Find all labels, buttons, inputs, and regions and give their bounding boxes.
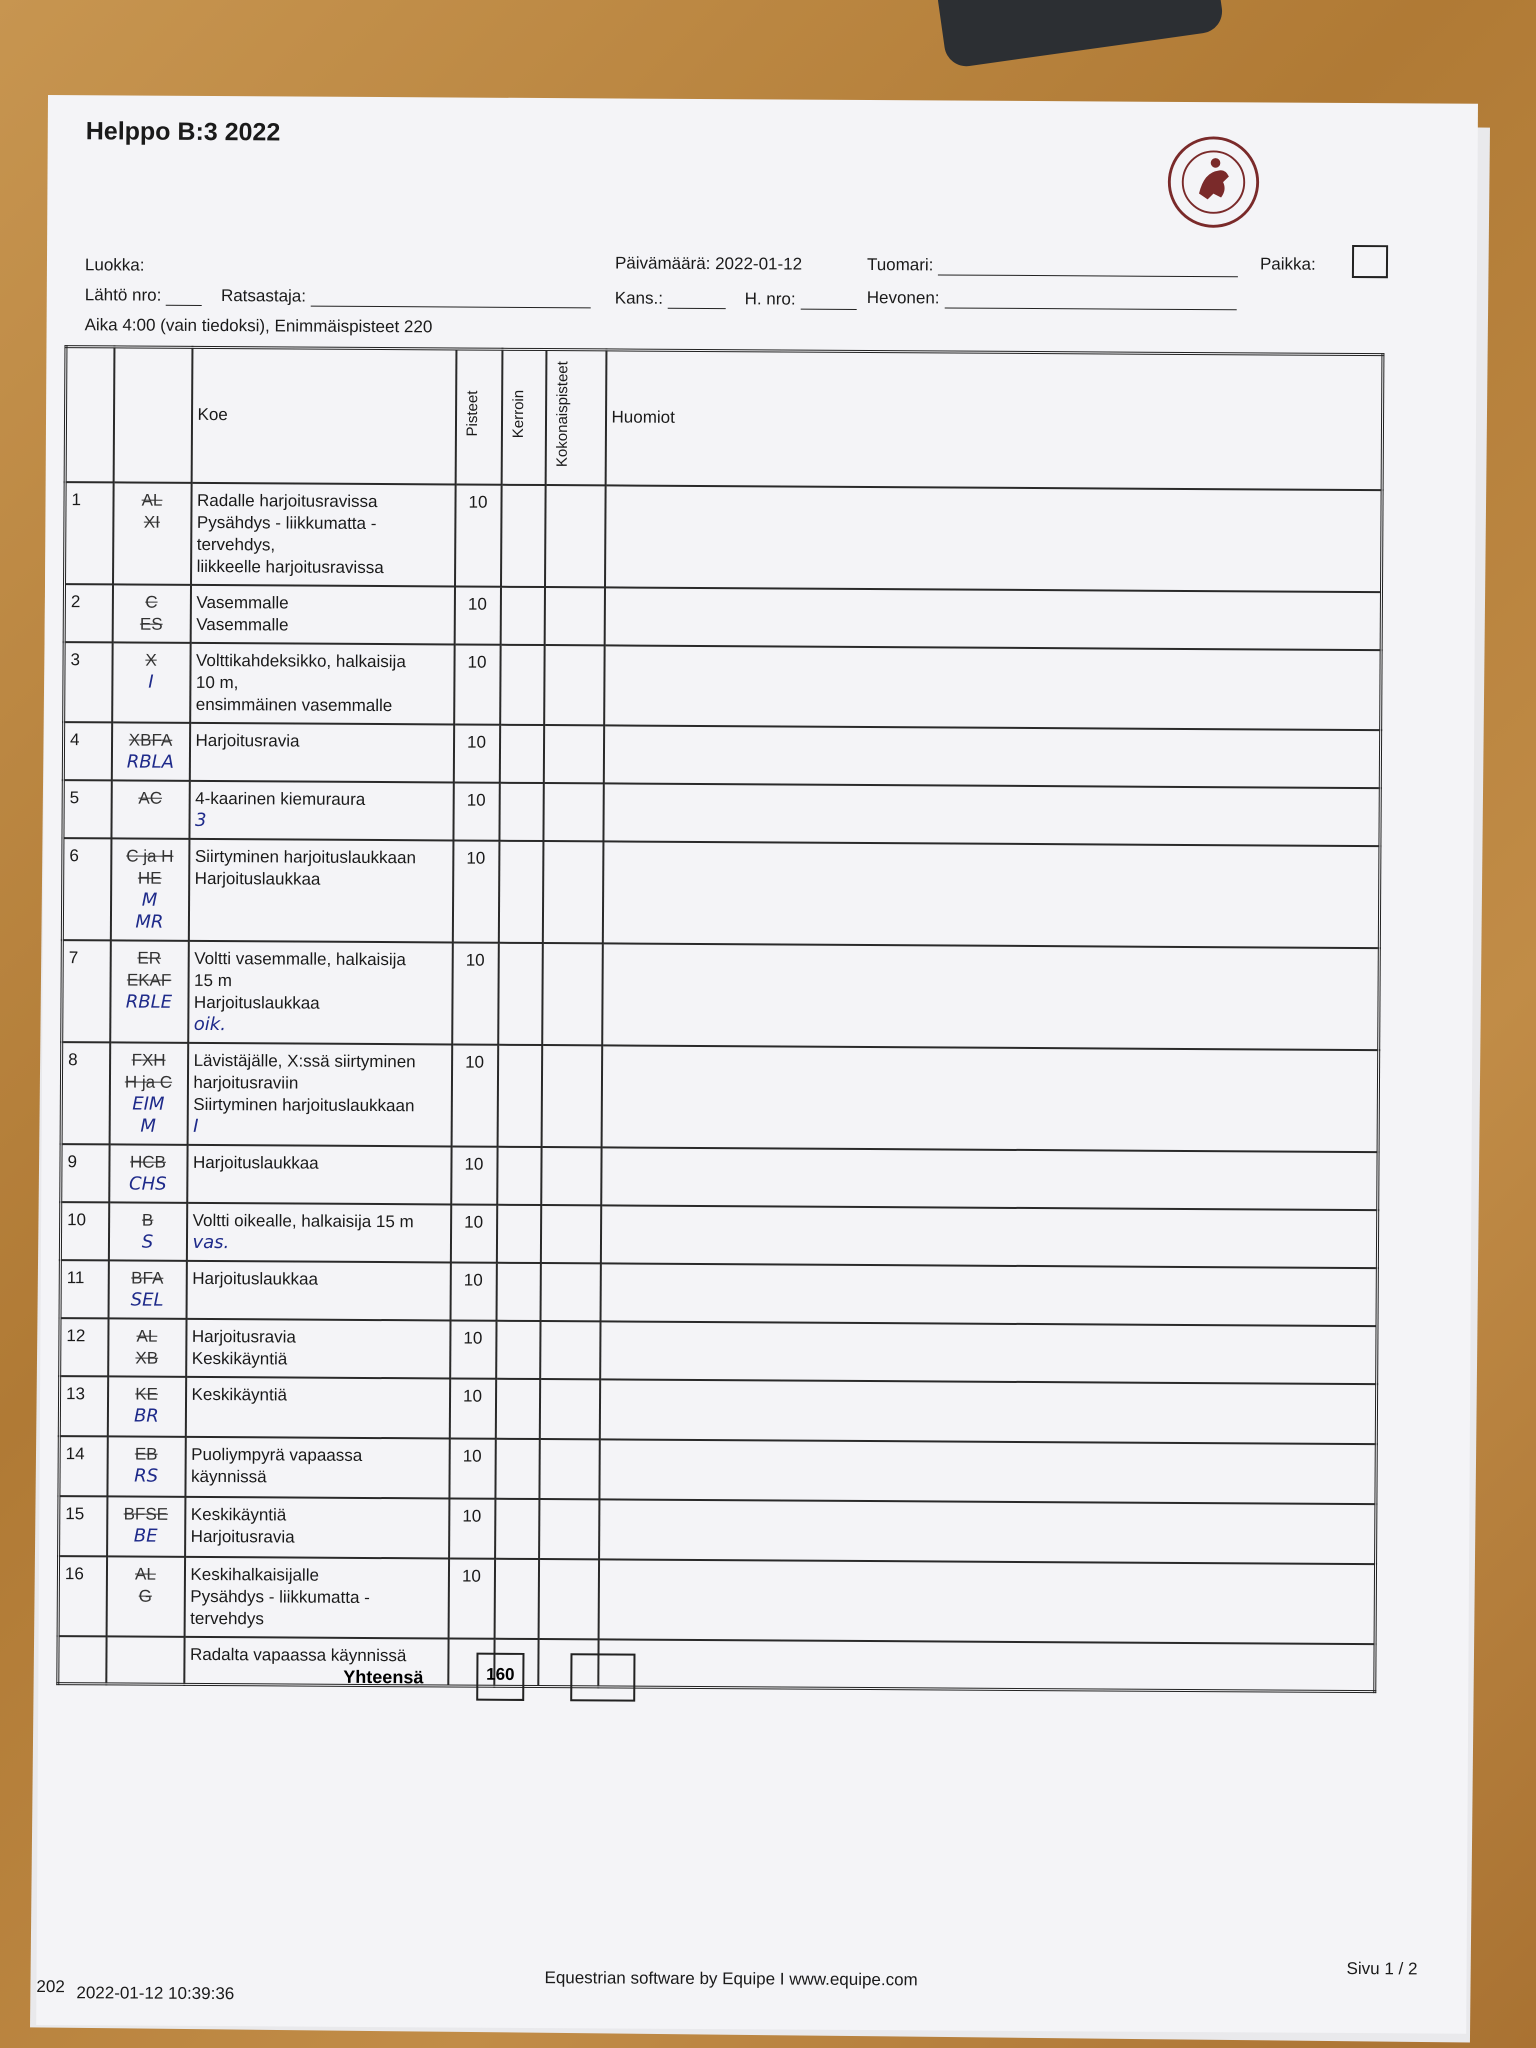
- huomiot-cell[interactable]: [602, 841, 1380, 948]
- row-number: 14: [59, 1436, 107, 1496]
- kokonais-cell[interactable]: [543, 725, 603, 783]
- arena-letters: [110, 940, 189, 1042]
- arena-printed: BFSE: [123, 1503, 169, 1524]
- max-points: 10: [449, 1378, 495, 1438]
- exercise-text: Harjoitusravia Keskikäyntiä: [191, 1326, 296, 1368]
- exercise-description: [191, 482, 456, 586]
- table-header-row: [65, 347, 1383, 490]
- arena-handwritten: EIM M: [132, 1093, 165, 1137]
- max-points: 10: [453, 782, 499, 840]
- arena-handwritten: M MR: [135, 889, 164, 933]
- exercise-text: Harjoituslaukkaa: [192, 1268, 319, 1289]
- huomiot-cell[interactable]: [600, 1263, 1377, 1326]
- arena-letters: [112, 642, 190, 722]
- date-label: Päivämäärä: 2022-01-12: [614, 253, 803, 274]
- col-kerroin-label: Kerroin: [509, 389, 527, 439]
- arena-letters: [113, 482, 192, 584]
- kokonais-cell[interactable]: [539, 1439, 599, 1499]
- lahto-field[interactable]: [166, 290, 202, 306]
- kerroin-cell[interactable]: [500, 644, 544, 724]
- kerroin-cell[interactable]: [496, 1320, 540, 1378]
- arena-letters: [110, 838, 189, 940]
- exercise-description: [189, 780, 453, 840]
- arena-handwritten: I: [148, 671, 154, 693]
- exercise-text: 4-kaarinen kiemuraura: [195, 788, 366, 809]
- max-points: 10: [449, 1498, 495, 1558]
- arena-handwritten: RS: [134, 1465, 159, 1487]
- table-row: [60, 1260, 1377, 1326]
- kerroin-cell[interactable]: [496, 1262, 540, 1320]
- row-number: 9: [61, 1144, 109, 1202]
- max-points: 10: [450, 1320, 496, 1378]
- row-number: 4: [63, 722, 111, 780]
- huomiot-cell[interactable]: [599, 1439, 1376, 1504]
- paikka-box[interactable]: [1352, 245, 1388, 278]
- huomiot-cell[interactable]: [601, 1147, 1378, 1210]
- arena-printed: AL XB: [135, 1326, 159, 1368]
- arena-letters: [111, 780, 189, 838]
- arena-printed: ER EKAF: [126, 948, 172, 990]
- arena-letters: [109, 1144, 187, 1202]
- row-number: 16: [58, 1556, 106, 1636]
- kokonais-cell[interactable]: [542, 841, 603, 943]
- arena-handwritten: SEL: [130, 1289, 164, 1311]
- table-row: [61, 1042, 1379, 1152]
- huomiot-cell[interactable]: [603, 783, 1380, 846]
- kans-row: [615, 288, 857, 309]
- huomiot-cell[interactable]: [599, 1379, 1376, 1444]
- arena-handwritten: RBLA: [126, 750, 175, 773]
- arena-letters: [109, 1042, 188, 1144]
- exercise-description: [186, 1202, 450, 1262]
- huomiot-cell[interactable]: [600, 1205, 1377, 1268]
- table-row: [64, 584, 1381, 650]
- max-points: 10: [448, 1558, 494, 1638]
- club-seal-logo: [1165, 134, 1262, 231]
- kokonais-cell[interactable]: [541, 1045, 602, 1147]
- kokonais-cell[interactable]: [541, 1147, 601, 1205]
- row-number: 13: [59, 1376, 107, 1436]
- col-kerroin: [501, 349, 546, 484]
- max-points: 10: [450, 1204, 496, 1262]
- exercise-text: Harjoitusravia: [195, 730, 300, 751]
- table-row: [62, 940, 1380, 1050]
- row-number: 15: [59, 1496, 107, 1556]
- kokonais-cell[interactable]: [538, 1559, 598, 1639]
- max-points: 10: [450, 1262, 496, 1320]
- arena-printed: XBFA: [128, 730, 173, 750]
- exercise-description: [185, 1496, 449, 1558]
- huomiot-cell[interactable]: [602, 943, 1380, 1050]
- tuomari-row: [867, 255, 1238, 277]
- exercise-description: [189, 722, 453, 782]
- kerroin-cell[interactable]: [495, 1378, 539, 1438]
- lahto-label: Lähtö nro:: [84, 285, 162, 305]
- exercise-description: [186, 1318, 450, 1378]
- kokonais-cell[interactable]: [543, 783, 603, 841]
- arena-printed: HCB: [129, 1152, 166, 1172]
- info-line: Aika 4:00 (vain tiedoksi), Enimmäispisteet 220: [84, 315, 433, 337]
- max-points: 10: [451, 1146, 497, 1204]
- max-points: 10: [454, 586, 500, 644]
- lahto-row: [85, 285, 591, 308]
- row-number: [58, 1636, 106, 1684]
- exercise-text: Radalta vapaassa käynnissä: [189, 1644, 407, 1665]
- exercise-description: [188, 838, 453, 942]
- row-number: 6: [62, 838, 111, 940]
- exercise-description: [185, 1436, 449, 1498]
- kerroin-cell[interactable]: [500, 586, 544, 644]
- arena-printed: C ja H HE: [126, 845, 174, 888]
- max-points: 10: [454, 644, 500, 724]
- total-label: Yhteensä: [343, 1666, 424, 1688]
- kerroin-cell[interactable]: [497, 1146, 541, 1204]
- exercise-description: [185, 1376, 449, 1438]
- row-number: 5: [63, 780, 111, 838]
- kerroin-cell[interactable]: [495, 1438, 539, 1498]
- ratsastaja-label: Ratsastaja:: [220, 286, 307, 306]
- kokonais-cell[interactable]: [545, 485, 606, 587]
- luokka-label: Luokka:: [84, 255, 145, 275]
- arena-printed: AL XI: [141, 490, 163, 532]
- ratsastaja-field[interactable]: [311, 291, 591, 309]
- exercise-description: [187, 1144, 451, 1204]
- exercise-text: Lävistäjälle, X:ssä siirtyminen harjoitusraviin Siirtyminen harjoituslaukkaan: [193, 1050, 416, 1115]
- row-number: 12: [60, 1318, 108, 1376]
- exercise-text: Keskikäyntiä: [191, 1384, 288, 1404]
- hnro-field[interactable]: [800, 294, 856, 310]
- max-points: 10: [452, 840, 499, 942]
- arena-printed: EB: [134, 1444, 158, 1464]
- exercise-handwritten: I: [193, 1115, 199, 1137]
- arena-letters: [106, 1556, 184, 1636]
- sheet-title: Helppo B:3 2022: [85, 117, 281, 147]
- table-row: [60, 1318, 1377, 1384]
- tuomari-label: Tuomari:: [866, 255, 934, 275]
- exercise-description: [187, 1042, 452, 1146]
- exercise-handwritten: oik.: [193, 1013, 227, 1035]
- arena-handwritten: BE: [133, 1525, 158, 1547]
- arena-handwritten: S: [141, 1231, 154, 1253]
- total-kokonais-box[interactable]: [570, 1653, 635, 1701]
- exercise-description: [184, 1556, 448, 1638]
- huomiot-cell[interactable]: [604, 645, 1381, 730]
- table-row: [62, 838, 1380, 948]
- arena-printed: KE: [135, 1384, 158, 1404]
- col-huomiot: Huomiot: [605, 350, 1383, 490]
- arena-letters: [112, 584, 190, 642]
- row-number: 2: [64, 584, 112, 642]
- kokonais-cell[interactable]: [542, 943, 603, 1045]
- exercise-text: Keskihalkaisijalle Pysähdys - liikkumatta - tervehdys: [190, 1564, 370, 1628]
- timestamp-prefix: 202: [36, 1976, 65, 1997]
- paikka-label: Paikka:: [1259, 254, 1316, 274]
- kerroin-cell[interactable]: [499, 724, 543, 782]
- arena-printed: FXH H ja C: [124, 1050, 173, 1092]
- kokonais-cell[interactable]: [544, 645, 604, 725]
- col-koe: Koe: [191, 347, 456, 484]
- row-number: 1: [65, 482, 114, 584]
- footer-page: Sivu 1 / 2: [1346, 1958, 1418, 1979]
- huomiot-cell[interactable]: [603, 725, 1380, 788]
- table-row: [61, 1144, 1378, 1210]
- arena-letters: [108, 1318, 186, 1376]
- row-number: 10: [60, 1202, 108, 1260]
- arena-printed: C ES: [139, 592, 163, 634]
- table-row: [60, 1202, 1377, 1268]
- kokonais-cell[interactable]: [539, 1379, 599, 1439]
- arena-handwritten: BR: [133, 1405, 159, 1427]
- max-points: 10: [452, 942, 499, 1044]
- exercise-description: [190, 584, 454, 644]
- hnro-label: H. nro:: [744, 289, 796, 309]
- tuomari-field[interactable]: [938, 259, 1238, 277]
- table-row: [58, 1556, 1375, 1644]
- arena-printed: BFA: [131, 1268, 164, 1288]
- kokonais-cell[interactable]: [544, 587, 604, 645]
- exercise-text: Volttikahdeksikko, halkaisija 10 m, ensimmäinen vasemmalle: [195, 650, 406, 715]
- col-kokonais: [545, 350, 606, 485]
- kerroin-cell[interactable]: [498, 942, 543, 1044]
- footer-software: Equestrian software by Equipe I www.equipe.com: [544, 1968, 918, 1990]
- total-value: 160: [476, 1653, 524, 1701]
- kerroin-cell[interactable]: [498, 840, 543, 942]
- exercise-text: Voltti vasemmalle, halkaisija 15 m Harjoituslaukkaa: [193, 948, 406, 1013]
- exercise-text: Vasemmalle Vasemmalle: [196, 592, 289, 634]
- table-row: [58, 1636, 1375, 1692]
- arena-printed: AL G: [135, 1564, 156, 1606]
- huomiot-cell[interactable]: [605, 485, 1383, 592]
- col-arena: [113, 347, 192, 482]
- exercise-handwritten: vas.: [192, 1231, 230, 1253]
- exercise-description: [190, 642, 454, 724]
- row-number: 11: [60, 1260, 108, 1318]
- arena-letters: [106, 1636, 184, 1684]
- exercise-handwritten: 3: [195, 809, 207, 831]
- kerroin-cell[interactable]: [496, 1204, 540, 1262]
- exercise-text: Keskikäyntiä Harjoitusravia: [190, 1504, 295, 1547]
- huomiot-cell[interactable]: [601, 1045, 1379, 1152]
- max-points: 10: [451, 1044, 498, 1146]
- max-points: 10: [449, 1438, 495, 1498]
- exercise-text: Radalle harjoitusravissa Pysähdys - liikkumatta - tervehdys, liikkeelle harjoitusravissa: [196, 490, 384, 577]
- row-number: 7: [62, 940, 111, 1042]
- kokonais-cell[interactable]: [539, 1499, 599, 1559]
- arena-letters: [108, 1260, 186, 1318]
- arena-handwritten: CHS: [129, 1173, 167, 1195]
- row-number: 8: [61, 1042, 110, 1144]
- huomiot-cell[interactable]: [598, 1639, 1375, 1692]
- huomiot-cell[interactable]: [600, 1321, 1377, 1384]
- table-row: [59, 1496, 1376, 1564]
- table-row: [64, 642, 1381, 730]
- huomiot-cell[interactable]: [604, 587, 1381, 650]
- exercise-text: Voltti oikealle, halkaisija 15 m: [192, 1210, 414, 1231]
- huomiot-cell[interactable]: [599, 1499, 1376, 1564]
- exercise-text: Puoliympyrä vapaassa käynnissä: [191, 1444, 363, 1486]
- arena-printed: X: [145, 650, 157, 670]
- arena-letters: [107, 1496, 185, 1556]
- arena-letters: [107, 1376, 185, 1436]
- table-row: [59, 1436, 1376, 1504]
- col-pisteet: [455, 349, 502, 484]
- arena-letters: [108, 1202, 186, 1260]
- max-points: 10: [453, 724, 499, 782]
- arena-printed: AC: [138, 788, 163, 808]
- footer-timestamp: 2022-01-12 10:39:36: [76, 1983, 235, 2004]
- col-kokonais-label: Kokonaispisteet: [553, 361, 571, 468]
- kerroin-cell[interactable]: [495, 1498, 539, 1558]
- kokonais-cell[interactable]: [540, 1263, 600, 1321]
- arena-printed: B: [141, 1210, 154, 1230]
- exercise-text: Harjoituslaukkaa: [192, 1152, 319, 1173]
- kans-label: Kans.:: [614, 288, 664, 308]
- kerroin-cell[interactable]: [501, 484, 546, 586]
- kans-field[interactable]: [668, 293, 726, 309]
- kerroin-cell[interactable]: [497, 1044, 542, 1146]
- col-pisteet-label: Pisteet: [463, 390, 481, 437]
- row-number: 3: [64, 642, 112, 722]
- exercise-text: Siirtyminen harjoituslaukkaan Harjoituslaukkaa: [194, 846, 417, 889]
- huomiot-cell[interactable]: [598, 1559, 1375, 1644]
- col-num: [65, 347, 114, 482]
- arena-letters: [111, 722, 189, 780]
- kerroin-cell[interactable]: [494, 1558, 538, 1638]
- kokonais-cell[interactable]: [540, 1321, 600, 1379]
- table-row: [63, 780, 1380, 846]
- score-sheet: [36, 95, 1478, 2034]
- hevonen-row: [867, 288, 1237, 310]
- hevonen-label: Hevonen:: [866, 288, 940, 308]
- arena-handwritten: RBLE: [125, 990, 173, 1013]
- exercise-description: [188, 940, 453, 1044]
- hevonen-field[interactable]: [944, 292, 1236, 310]
- arena-letters: [107, 1436, 185, 1496]
- kerroin-cell[interactable]: [499, 782, 543, 840]
- exercise-description: [186, 1260, 450, 1320]
- kokonais-cell[interactable]: [540, 1205, 600, 1263]
- score-table: [56, 345, 1384, 1693]
- table-row: [63, 722, 1380, 788]
- max-points: 10: [455, 484, 502, 586]
- table-row: [59, 1376, 1376, 1444]
- table-row: [65, 482, 1383, 592]
